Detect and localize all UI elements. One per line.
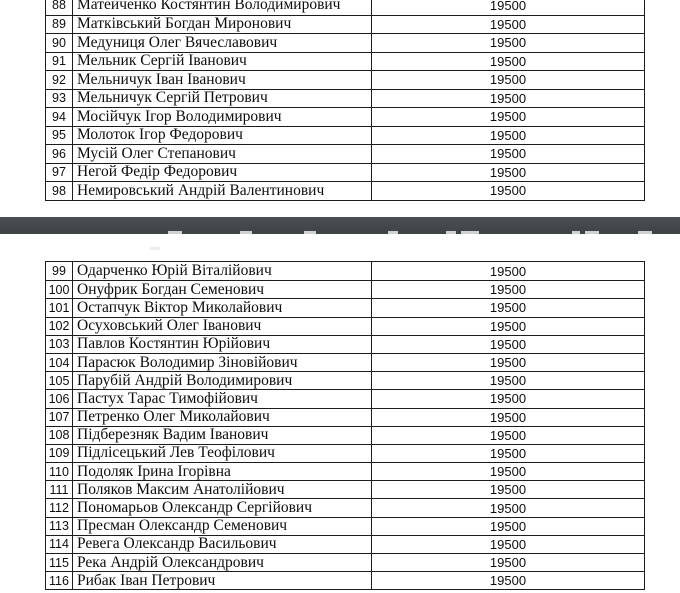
name-cell: Онуфрик Богдан Семенович xyxy=(73,281,372,298)
row-number-cell: 107 xyxy=(46,409,73,426)
row-number-cell: 97 xyxy=(46,164,73,182)
row-number-cell: 115 xyxy=(46,554,73,571)
table-row xyxy=(46,498,644,516)
value-cell: 19500 xyxy=(489,409,527,425)
value-cell: 19500 xyxy=(489,0,527,13)
value-cell: 19500 xyxy=(489,300,527,316)
value-cell: 19500 xyxy=(489,127,527,143)
name-cell: Пастух Тарас Тимофійович xyxy=(73,390,372,407)
row-number-cell: 113 xyxy=(46,518,73,535)
name-cell: Пресман Олександр Семенович xyxy=(73,518,372,535)
row-number-cell: 108 xyxy=(46,427,73,444)
scan-artifact xyxy=(150,247,160,250)
name-cell: Мельничук Іван Іванович xyxy=(73,71,372,89)
name-cell: Парубій Андрій Володимирович xyxy=(73,372,372,389)
name-cell: Матейченко Костянтин Володимирович xyxy=(73,0,372,15)
table-row xyxy=(46,462,644,480)
row-number-cell: 90 xyxy=(46,34,73,52)
value-cell: 19500 xyxy=(489,109,527,125)
value-cell: 19500 xyxy=(489,464,527,480)
row-number-cell: 100 xyxy=(46,281,73,298)
row-number-cell: 88 xyxy=(46,0,73,15)
row-number-cell: 99 xyxy=(46,262,73,280)
table-row xyxy=(46,553,644,571)
value-cell: 19500 xyxy=(489,555,527,571)
name-cell: Остапчук Віктор Миколайович xyxy=(73,299,372,316)
value-cell: 19500 xyxy=(489,445,527,461)
table-row xyxy=(46,517,644,535)
table-row xyxy=(46,444,644,462)
row-number-cell: 102 xyxy=(46,318,73,335)
value-cell: 19500 xyxy=(489,336,527,352)
value-cell: 19500 xyxy=(489,183,527,199)
name-cell: Медуниця Олег Вячеславович xyxy=(73,34,372,52)
name-cell: Мельник Сергій Іванович xyxy=(73,53,372,71)
scan-artifact xyxy=(240,231,252,234)
table-row xyxy=(46,126,644,145)
row-number-cell: 104 xyxy=(46,354,73,371)
value-cell: 19500 xyxy=(489,573,527,589)
name-cell: Мосійчук Ігор Володимирович xyxy=(73,108,372,126)
value-cell: 19500 xyxy=(489,373,527,389)
name-cell: Петренко Олег Миколайович xyxy=(73,409,372,426)
table-row xyxy=(46,335,644,353)
name-cell: Павлов Костянтин Юрійович xyxy=(73,336,372,353)
table-row xyxy=(46,33,644,52)
value-cell: 19500 xyxy=(489,263,527,279)
row-number-cell: 91 xyxy=(46,53,73,71)
name-cell: Одарченко Юрій Віталійович xyxy=(73,262,372,280)
value-cell: 19500 xyxy=(489,482,527,498)
value-cell: 19500 xyxy=(489,536,527,552)
name-cell: Молоток Ігор Федорович xyxy=(73,127,372,145)
table-row xyxy=(46,0,644,15)
table-row xyxy=(46,280,644,298)
table-row xyxy=(46,70,644,89)
value-cell: 19500 xyxy=(489,35,527,51)
scan-artifact xyxy=(585,231,599,234)
value-cell: 19500 xyxy=(489,90,527,106)
name-cell: Немировський Андрій Валентинович xyxy=(73,182,372,200)
table-row xyxy=(46,163,644,182)
table-row xyxy=(46,89,644,108)
name-cell: Подоляк Ірина Ігорівна xyxy=(73,463,372,480)
row-number-cell: 111 xyxy=(46,481,73,498)
value-cell: 19500 xyxy=(489,146,527,162)
scan-artifact xyxy=(168,231,182,234)
row-number-cell: 105 xyxy=(46,372,73,389)
scan-artifact xyxy=(572,231,580,234)
value-cell: 19500 xyxy=(489,391,527,407)
value-cell: 19500 xyxy=(489,318,527,334)
name-cell: Поляков Максим Анатолійович xyxy=(73,481,372,498)
table-row xyxy=(46,408,644,426)
row-number-cell: 95 xyxy=(46,127,73,145)
row-number-cell: 92 xyxy=(46,71,73,89)
table-row xyxy=(46,389,644,407)
table-row xyxy=(46,426,644,444)
scan-artifact xyxy=(304,231,316,234)
row-number-cell: 98 xyxy=(46,182,73,200)
name-cell: Матківський Богдан Миронович xyxy=(73,16,372,34)
table-row xyxy=(46,15,644,34)
table-row xyxy=(46,371,644,389)
row-number-cell: 114 xyxy=(46,536,73,553)
value-cell: 19500 xyxy=(489,72,527,88)
name-cell: Підберезняк Вадим Іванович xyxy=(73,427,372,444)
row-number-cell: 116 xyxy=(46,572,73,589)
value-cell: 19500 xyxy=(489,427,527,443)
table-row xyxy=(46,181,644,200)
name-cell: Ревега Олександр Васильович xyxy=(73,536,372,553)
scan-artifact xyxy=(446,231,456,234)
table-page-1 xyxy=(45,0,645,201)
scan-artifact xyxy=(461,231,479,234)
name-cell: Осуховський Олег Іванович xyxy=(73,318,372,335)
table-row xyxy=(46,144,644,163)
name-cell: Река Андрій Олександрович xyxy=(73,554,372,571)
value-cell: 19500 xyxy=(489,16,527,32)
row-number-cell: 103 xyxy=(46,336,73,353)
row-number-cell: 94 xyxy=(46,108,73,126)
value-cell: 19500 xyxy=(489,164,527,180)
name-cell: Мусій Олег Степанович xyxy=(73,145,372,163)
table-row xyxy=(46,571,644,589)
row-number-cell: 89 xyxy=(46,16,73,34)
row-number-cell: 109 xyxy=(46,445,73,462)
row-number-cell: 110 xyxy=(46,463,73,480)
table-page-2 xyxy=(45,261,645,590)
row-number-cell: 101 xyxy=(46,299,73,316)
name-cell: Мельничук Сергій Петрович xyxy=(73,90,372,108)
row-number-cell: 93 xyxy=(46,90,73,108)
value-cell: 19500 xyxy=(489,355,527,371)
value-cell: 19500 xyxy=(489,518,527,534)
name-cell: Парасюк Володимир Зіновійович xyxy=(73,354,372,371)
scan-artifact xyxy=(388,231,398,234)
table-row xyxy=(46,317,644,335)
name-cell: Підлісецький Лев Теофілович xyxy=(73,445,372,462)
row-number-cell: 96 xyxy=(46,145,73,163)
table-row xyxy=(46,262,644,280)
name-cell: Пономарьов Олександр Сергійович xyxy=(73,499,372,516)
table-row xyxy=(46,535,644,553)
scan-artifact xyxy=(638,231,652,234)
table-row xyxy=(46,52,644,71)
row-number-cell: 112 xyxy=(46,499,73,516)
table-row xyxy=(46,107,644,126)
table-row xyxy=(46,480,644,498)
value-cell: 19500 xyxy=(489,53,527,69)
value-cell: 19500 xyxy=(489,282,527,298)
value-cell: 19500 xyxy=(489,500,527,516)
table-row xyxy=(46,298,644,316)
name-cell: Негой Федір Федорович xyxy=(73,164,372,182)
name-cell: Рибак Іван Петрович xyxy=(73,572,372,589)
row-number-cell: 106 xyxy=(46,390,73,407)
table-row xyxy=(46,353,644,371)
